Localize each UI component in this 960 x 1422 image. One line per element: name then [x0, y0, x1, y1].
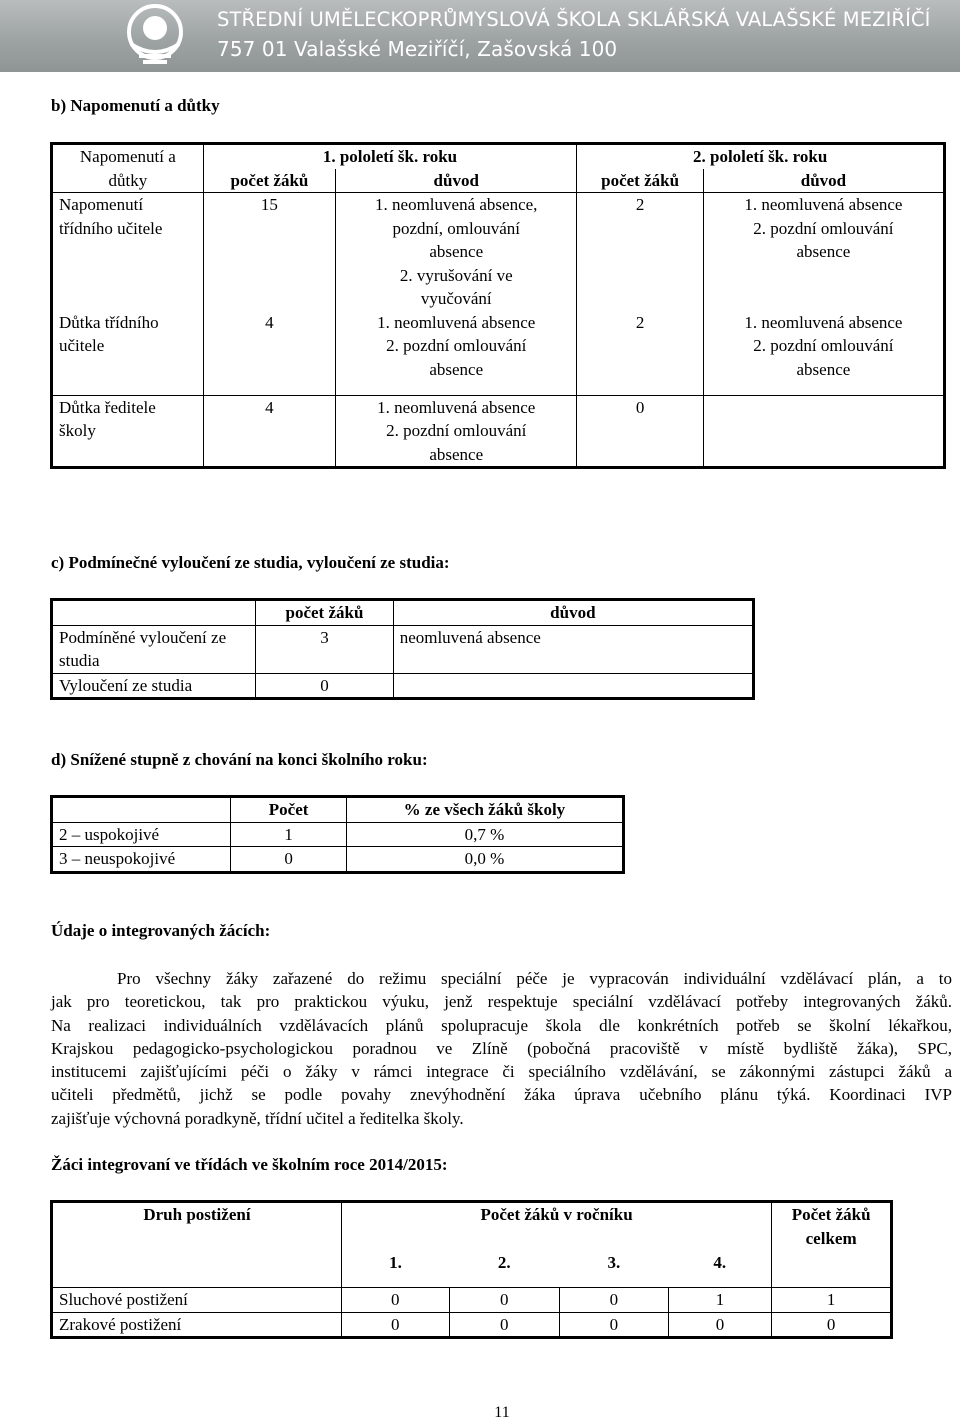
- header-type: Druh postižení: [52, 1202, 342, 1288]
- header-count-1: počet žáků: [203, 169, 336, 193]
- integrated-pupils-table: [50, 1200, 893, 1339]
- row-label: Podmíněné vyloučení ze studia: [52, 625, 256, 673]
- header-semester-2: 2. pololetí šk. roku: [577, 144, 945, 169]
- row-label: Zrakové postižení: [52, 1312, 342, 1338]
- table-row: [52, 847, 624, 873]
- total-cell: 0: [772, 1312, 892, 1338]
- count-cell: 2: [577, 193, 704, 311]
- row-label: Důtka třídního učitele: [52, 311, 204, 396]
- integrated-paragraph: Pro všechny žáky zařazené do režimu speciální péče je vypracován individuální vzdělávací plán, a to jak pro teoretickou, tak pro praktickou výuku, jenž respektuje speciální vzdělávací potřeby integrovaných žáků. Na realizaci individuálních vzdělávacích plánů spolupracuje škola dle konkrétních potřeb se školní lékařkou, Krajskou pedagogicko-psychologickou poradnou ve Zlíně (pobočná pracoviště v místě bydliště žáka), SPC, institucemi zajišťujícími péči o žáky v rámci integrace či speciálního vzdělávání, se zákonnými zástupci žáků a učiteli předmětů, jichž se podle povahy znevýhodnění žáka úprava učebního plánu týká. Koordinaci IVP zajišťuje výchovná poradkyně, třídní učitel a ředitelka školy.: [51, 969, 952, 1128]
- count-cell: 2: [577, 311, 704, 396]
- year-header: 3.: [560, 1251, 669, 1288]
- table-row: [52, 193, 945, 311]
- header-count-2: počet žáků: [577, 169, 704, 193]
- school-name: STŘEDNÍ UMĚLECKOPRŮMYSLOVÁ ŠKOLA SKLÁŘSKÁ VALAŠSKÉ MEZIŘÍČÍ: [217, 8, 931, 31]
- row-label: Důtka ředitele školy: [52, 395, 204, 468]
- header-semester-1: 1. pololetí šk. roku: [203, 144, 577, 169]
- value-cell: 0: [341, 1288, 449, 1313]
- school-address: 757 01 Valašské Meziříčí, Zašovská 100: [217, 37, 618, 61]
- header-cell-category: Napomenutí a důtky: [52, 144, 204, 193]
- table-row: [52, 395, 945, 468]
- table-row: [52, 311, 945, 396]
- table-row: [52, 822, 624, 847]
- header-reason-2: důvod: [703, 169, 944, 193]
- value-cell: 0: [560, 1312, 669, 1338]
- year-header: 2.: [449, 1251, 560, 1288]
- value-cell: 0: [341, 1312, 449, 1338]
- reason-cell: 1. neomluvená absence 2. pozdní omlouvání absence: [336, 395, 577, 468]
- count-cell: 4: [203, 311, 336, 396]
- reason-cell: [703, 395, 944, 468]
- header-reason: důvod: [393, 600, 753, 626]
- percent-cell: 0,0 %: [346, 847, 623, 873]
- value-cell: 0: [668, 1312, 772, 1338]
- school-header-banner: [0, 0, 960, 72]
- empty-header-cell: [52, 797, 231, 823]
- count-cell: 0: [577, 395, 704, 468]
- reason-cell: 1. neomluvená absence, pozdní, omlouvání absence 2. vyrušování ve vyučování: [336, 193, 577, 311]
- count-cell: 0: [256, 673, 393, 699]
- section-b-title: b) Napomenutí a důtky: [51, 96, 220, 115]
- conduct-grades-table: [50, 795, 625, 874]
- exclusion-table: [50, 598, 755, 700]
- row-label: Napomenutí třídního učitele: [52, 193, 204, 311]
- percent-cell: 0,7 %: [346, 822, 623, 847]
- reason-cell: 1. neomluvená absence 2. pozdní omlouvání absence: [336, 311, 577, 396]
- header-count: počet žáků: [256, 600, 393, 626]
- row-label: Sluchové postižení: [52, 1288, 342, 1313]
- value-cell: 0: [449, 1288, 560, 1313]
- section-d-title: d) Snížené stupně z chování na konci školního roku:: [51, 750, 428, 769]
- total-cell: 1: [772, 1288, 892, 1313]
- row-label: Vyloučení ze studia: [52, 673, 256, 699]
- count-cell: 1: [231, 822, 346, 847]
- row-label: 2 – uspokojivé: [52, 822, 231, 847]
- empty-header-cell: [52, 600, 256, 626]
- value-cell: 0: [449, 1312, 560, 1338]
- table-row: [52, 1312, 892, 1338]
- reprimands-table: [50, 142, 946, 469]
- reason-cell: 1. neomluvená absence 2. pozdní omlouvání absence: [703, 193, 944, 311]
- school-logo-icon: [95, 4, 205, 66]
- table-row: [52, 625, 754, 673]
- year-header: 1.: [341, 1251, 449, 1288]
- table-row: [52, 673, 754, 699]
- header-by-year: Počet žáků v ročníku: [341, 1202, 771, 1252]
- header-percent: % ze všech žáků školy: [346, 797, 623, 823]
- page-number: 11: [494, 1404, 510, 1421]
- count-cell: 3: [256, 625, 393, 673]
- count-cell: 0: [231, 847, 346, 873]
- year-header: 4.: [668, 1251, 772, 1288]
- value-cell: 1: [668, 1288, 772, 1313]
- section-c-title: c) Podmínečné vyloučení ze studia, vyloučení ze studia:: [51, 553, 450, 572]
- value-cell: 0: [560, 1288, 669, 1313]
- count-cell: 15: [203, 193, 336, 311]
- header-reason-1: důvod: [336, 169, 577, 193]
- count-cell: 4: [203, 395, 336, 468]
- reason-cell: neomluvená absence: [393, 625, 753, 673]
- table-row: [52, 1288, 892, 1313]
- reason-cell: [393, 673, 753, 699]
- reason-cell: 1. neomluvená absence 2. pozdní omlouvání absence: [703, 311, 944, 396]
- section-e-title: Žáci integrovaní ve třídách ve školním roce 2014/2015:: [51, 1155, 448, 1174]
- row-label: 3 – neuspokojivé: [52, 847, 231, 873]
- header-total: Počet žáků celkem: [772, 1202, 892, 1288]
- header-count: Počet: [231, 797, 346, 823]
- integrated-title: Údaje o integrovaných žácích:: [51, 921, 271, 940]
